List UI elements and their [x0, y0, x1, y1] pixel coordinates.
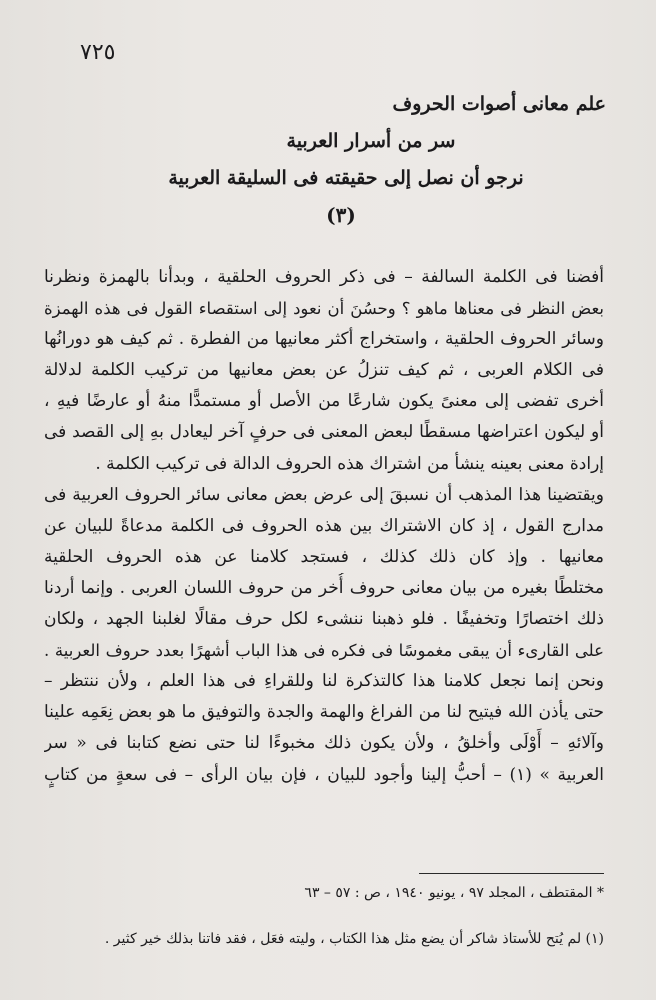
text-line: أو ليكون اعتراضها مسقطًا لبعض المعنى فى حرفٍ آخر ليعادل بهِ إلى القصد فى — [44, 422, 604, 443]
heading-tagline: نرجو أن نصل إلى حقيقته فى السليقة العربية — [168, 167, 524, 189]
footnotes — [44, 880, 604, 952]
text-line: إرادة معنى بعينه ينشأ من اشتراك هذه الحروف الدالة فى تركيب الكلمة . — [95, 453, 604, 474]
text-line: أفضنا فى الكلمة السالفة – فى ذكر الحروف الحلقية ، وبدأنا بالهمزة ونظرنا — [44, 267, 604, 287]
text-line: مدارج القول ، إذ كان الاشتراك بين هذه الحروف فى الكلمة مدعاةً للبيان عن — [44, 515, 604, 536]
text-line: أخرى تفضى إلى معنىً يكون شارعًا من الأصل أو مستمدًّا منهُ أو عارضًا فيهِ ، — [44, 391, 604, 412]
text-line: بعض النظر فى معناها ماهو ؟ وحسُنَ أن نعود إلى استقصاء القول فى هذه الهمزة — [44, 299, 604, 319]
page-number: ٧٢٥ — [80, 40, 116, 65]
text-line: معانيها . وإذ كان ذلك كذلك ، فستجد كلامنا عن هذه الحروف الحلقية — [44, 546, 604, 567]
part-number: (٣) — [326, 203, 356, 227]
text-line: حتى يأذن الله فيتيح لنا من الفراغ والهمة والجدة والتوفيق ما هو بعض نِعَمِه علينا — [44, 702, 604, 723]
footnote-source: * المقتطف ، المجلد ٩٧ ، يونيو ١٩٤٠ ، ص : ٥٧ – ٦٣ — [304, 885, 604, 901]
text-line: ذلك اختصارًا وتخفيفًا . فلو ذهبنا ننشىء لكل حرف مقالًا لغلبنا الجهد ، ولكان — [44, 609, 604, 630]
text-line: العربية » (١) – أحبُّ إلينا وأجود للبيان ، فإن بيان الرأى – فى سعةٍ من كتابٍ — [44, 764, 604, 785]
body-text — [44, 262, 604, 791]
text-line: ويقتضينا هذا المذهب أن نسبقَ إلى عرض بعض معانى سائر الحروف العربية فى — [44, 484, 604, 505]
text-line: وسائر الحروف الحلقية ، واستخراج أكثر معانيها من الفطرة . ثم كيف هو دورانُها — [44, 329, 604, 350]
heading-subtitle: سر من أسرار العربية — [286, 130, 456, 152]
text-line: فى الكلام العربى ، ثم كيف تنزلُ عن بعض معانيها من تركيب الكلمة لدلالة — [44, 360, 604, 381]
text-line: مختلطًا بغيره من بيان معانى حروف أُخر من حروف اللسان العربى . وإنما أردنا — [44, 577, 604, 598]
text-line: وآلائهِ – أَوْلَى وأخلقُ ، ولأن يكون ذلك مخبوءًا لنا حتى نضع كتابنا فى « سر — [44, 733, 604, 754]
heading-main: علم معانى أصوات الحروف — [392, 93, 606, 115]
text-line: ونحن إنما نجعل كلامنا هذا كالتذكرة لنا وللقراءِ فى هذا العلم ، ولأن ننتظر – — [44, 671, 604, 692]
article-headings — [66, 86, 606, 234]
text-line: على القارىء أن يبقى مغموسًا فى فكره فى هذا الباب أشهرًا بعدد حروف العربية . — [44, 641, 604, 661]
footnote-1: (١) لم يُتح للأستاذ شاكر أن يضع مثل هذا الكتاب ، وليته فعَل ، فقد فاتنا بذلك خير كثير . — [104, 931, 604, 947]
footnote-divider — [419, 873, 604, 874]
